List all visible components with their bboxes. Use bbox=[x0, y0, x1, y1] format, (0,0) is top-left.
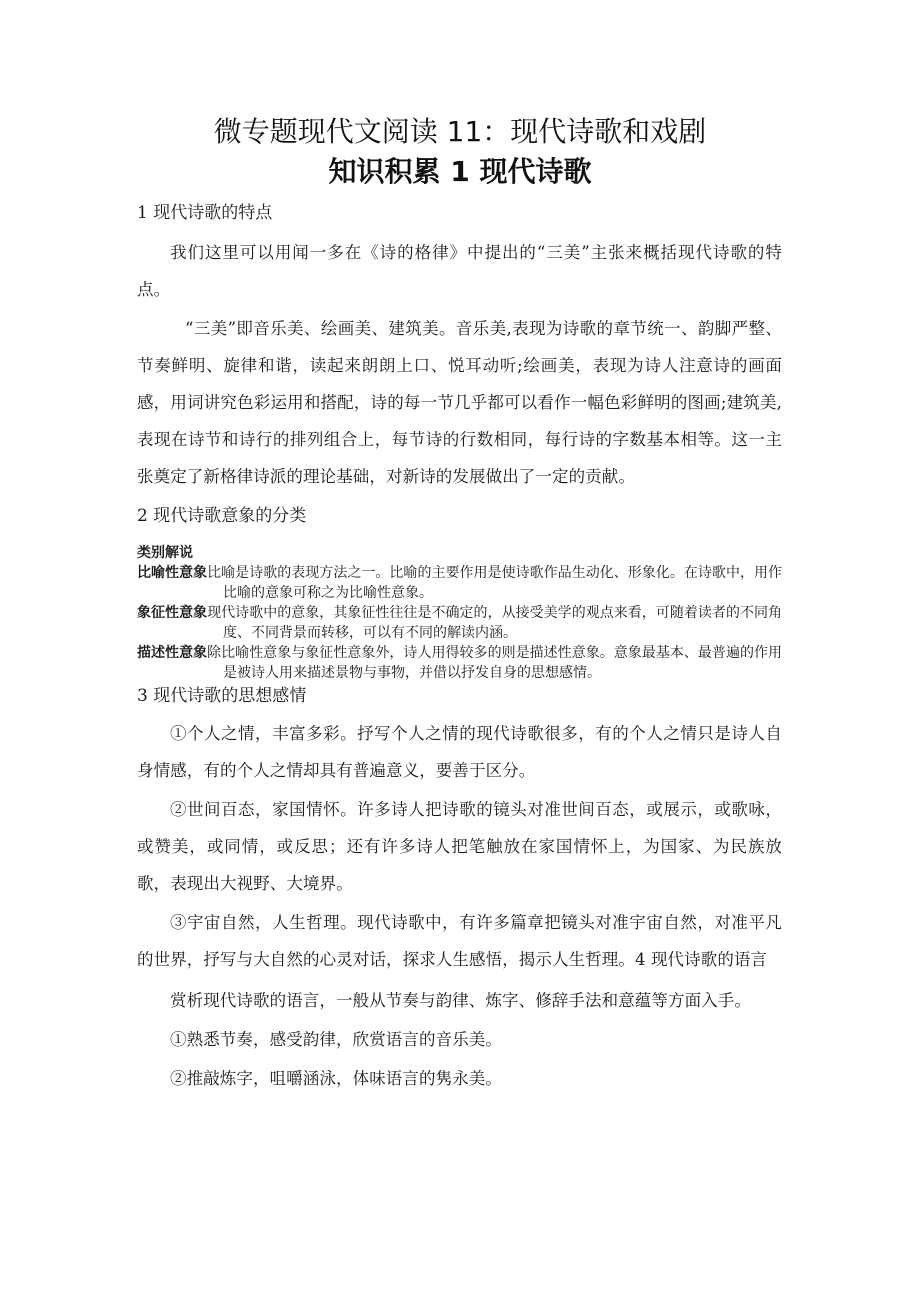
imagery-type-desc: 现代诗歌中的意象，其象征性往往是不确定的，从接受美学的观点来看，可随着读者的不同角度、不同背景而转移，可以有不同的解读内涵。 bbox=[207, 605, 783, 641]
section-4-paragraph-2: ①熟悉节奏，感受韵律，欣赏语言的音乐美。 bbox=[170, 1030, 502, 1049]
section-3-heading: 3 现代诗歌的思想感情 bbox=[137, 686, 307, 706]
imagery-type-row bbox=[137, 643, 782, 683]
section-3-paragraph-1: ①个人之情，丰富多彩。抒写个人之情的现代诗歌很多，有的个人之情只是诗人自身情感，有的个人之情却具有普遍意义，要善于区分。 bbox=[137, 724, 782, 780]
document-title bbox=[0, 112, 920, 192]
imagery-type-desc: 比喻是诗歌的表现方法之一。比喻的主要作用是使诗歌作品生动化、形象化。在诗歌中，用作比喻的意象可称之为比喻性意象。 bbox=[207, 565, 783, 601]
imagery-type-name: 描述性意象 bbox=[137, 645, 208, 661]
section-1-paragraph-1: 我们这里可以用闻一多在《诗的格律》中提出的“三美”主张来概括现代诗歌的特点。 bbox=[137, 243, 782, 299]
title-line-2: 知识积累 1 现代诗歌 bbox=[328, 155, 592, 188]
imagery-table-label: 类别解说 bbox=[137, 545, 193, 561]
section-1-heading: 1 现代诗歌的特点 bbox=[137, 203, 273, 223]
section-4-paragraph-1: 赏析现代诗歌的语言，一般从节奏与韵律、炼字、修辞手法和意蕴等方面入手。 bbox=[170, 991, 751, 1010]
section-2-heading: 2 现代诗歌意象的分类 bbox=[137, 506, 307, 526]
imagery-type-name: 象征性意象 bbox=[137, 605, 208, 621]
title-line-1: 微专题现代文阅读 11：现代诗歌和戏剧 bbox=[213, 115, 707, 148]
imagery-type-name: 比喻性意象 bbox=[137, 565, 208, 581]
section-3-paragraph-3: ③宇宙自然，人生哲理。现代诗歌中，有许多篇章把镜头对准宇宙自然，对准平凡的世界，抒写与大自然的心灵对话，探求人生感悟，揭示人生哲理。4 现代诗歌的语言 bbox=[137, 913, 782, 969]
imagery-type-row bbox=[137, 603, 782, 643]
imagery-type-desc: 除比喻性意象与象征性意象外，诗人用得较多的则是描述性意象。意象最基本、最普遍的作用是被诗人用来描述景物与事物，并借以抒发自身的思想感情。 bbox=[207, 645, 783, 681]
section-4-paragraph-3: ②推敲炼字，咀嚼涵泳，体味语言的隽永美。 bbox=[170, 1069, 502, 1088]
imagery-type-row bbox=[137, 563, 782, 603]
section-3-paragraph-2: ②世间百态，家国情怀。许多诗人把诗歌的镜头对准世间百态，或展示，或歌咏，或赞美，或同情，或反思；还有许多诗人把笔触放在家国情怀上，为国家、为民族放歌，表现出大视野、大境界。 bbox=[137, 800, 782, 893]
section-1-paragraph-2: “三美”即音乐美、绘画美、建筑美。音乐美,表现为诗歌的章节统一、韵脚严整、节奏鲜明、旋律和谐，读起来朗朗上口、悦耳动听;绘画美，表现为诗人注意诗的画面感，用词讲究色彩运用和搭配，诗的每一节几乎都可以看作一幅色彩鲜明的图画;建筑美,表现在诗节和诗行的排列组合上，每节诗的行数相同，每行诗的字数基本相等。这一主张奠定了新格律诗派的理论基础，对新诗的发展做出了一定的贡献。 bbox=[137, 319, 782, 486]
document-body bbox=[137, 200, 782, 1097]
